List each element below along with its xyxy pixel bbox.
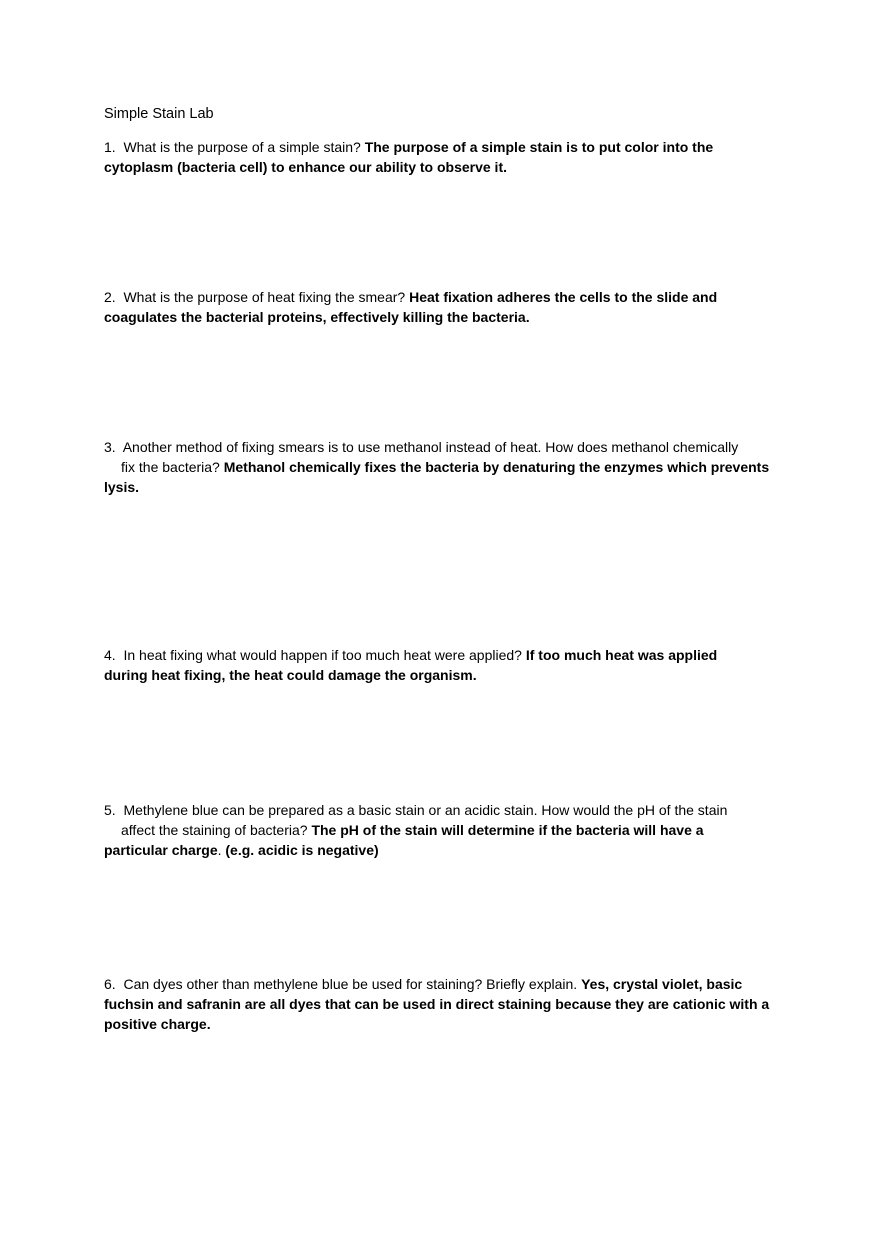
- question-line: [104, 457, 776, 477]
- question-block-4: [104, 645, 776, 685]
- question-text: affect the staining of bacteria?: [121, 822, 308, 838]
- question-line: [104, 645, 776, 665]
- answer-text: Methanol chemically fixes the bacteria by denaturing the enzymes which prevents: [223, 459, 770, 475]
- question-block-1: [104, 137, 776, 177]
- question-text: Another method of fixing smears is to use methanol instead of heat. How does methanol chemically: [122, 439, 739, 455]
- question-block-3: [104, 437, 776, 497]
- question-block-5: [104, 800, 776, 860]
- question-text: fix the bacteria?: [121, 459, 220, 475]
- answer-text: particular charge: [104, 842, 218, 858]
- question-text: Methylene blue can be prepared as a basic stain or an acidic stain. How would the pH of the stain: [123, 802, 728, 818]
- page-title: Simple Stain Lab: [104, 106, 214, 122]
- question-line: [104, 137, 776, 157]
- answer-text: fuchsin and safranin are all dyes that can be used in direct staining because they are cationic with a: [104, 996, 770, 1012]
- answer-line: [104, 840, 776, 860]
- answer-text: coagulates the bacterial proteins, effectively killing the bacteria.: [104, 309, 530, 325]
- question-line: [104, 800, 776, 820]
- answer-example: (e.g. acidic is negative): [225, 842, 379, 858]
- question-line: [104, 974, 776, 994]
- question-text: In heat fixing what would happen if too much heat were applied?: [123, 647, 522, 663]
- question-number: 6.: [104, 976, 116, 992]
- answer-text: The purpose of a simple stain is to put color into the: [364, 139, 714, 155]
- answer-text: during heat fixing, the heat could damage the organism.: [104, 667, 477, 683]
- question-line: [104, 820, 776, 840]
- question-text: What is the purpose of a simple stain?: [123, 139, 361, 155]
- question-number: 3.: [104, 439, 116, 455]
- question-block-6: [104, 974, 776, 1034]
- question-text: Can dyes other than methylene blue be used for staining? Briefly explain.: [123, 976, 578, 992]
- answer-separator: .: [217, 842, 226, 858]
- question-number: 4.: [104, 647, 116, 663]
- answer-text: positive charge.: [104, 1016, 211, 1032]
- answer-text: cytoplasm (bacteria cell) to enhance our ability to observe it.: [104, 159, 507, 175]
- question-number: 5.: [104, 802, 116, 818]
- question-line: [104, 437, 776, 457]
- question-number: 1.: [104, 139, 116, 155]
- answer-text: lysis.: [104, 479, 140, 495]
- answer-text: Yes, crystal violet, basic: [581, 976, 743, 992]
- question-line: [104, 287, 776, 307]
- question-block-2: [104, 287, 776, 327]
- answer-text: Heat fixation adheres the cells to the slide and: [409, 289, 718, 305]
- question-text: What is the purpose of heat fixing the smear?: [123, 289, 406, 305]
- question-number: 2.: [104, 289, 116, 305]
- answer-text: The pH of the stain will determine if the bacteria will have a: [311, 822, 704, 838]
- answer-text: If too much heat was applied: [525, 647, 718, 663]
